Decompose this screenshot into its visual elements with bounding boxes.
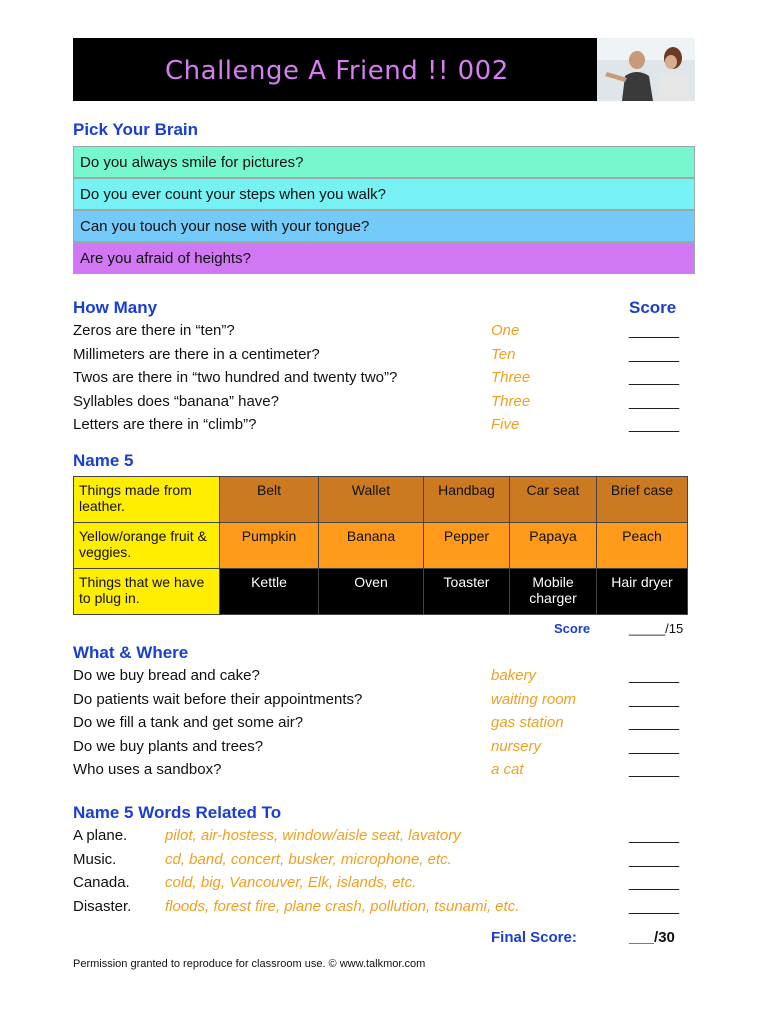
question-row <box>73 714 695 738</box>
item-cell: Handbag <box>424 477 510 523</box>
score-blank: ______ <box>629 369 680 386</box>
score-blank: ______ <box>629 850 680 868</box>
words-heading: Name 5 Words Related To <box>73 803 282 822</box>
question-text: Do we fill a tank and get some air? <box>73 714 304 731</box>
pick-heading: Pick Your Brain <box>73 120 199 139</box>
score-blank: ______ <box>629 874 680 891</box>
category-cell: Yellow/orange fruit & veggies. <box>74 523 220 569</box>
item-cell: Pumpkin <box>220 523 319 569</box>
answer-text: floods, forest fire, plane crash, pollution, tsunami, etc. <box>165 897 520 915</box>
pick-question: Can you touch your nose with your tongue? <box>73 210 695 242</box>
score-blank: ______ <box>629 667 680 684</box>
question-text: Do we buy plants and trees? <box>73 737 264 755</box>
score-blank: ______ <box>629 714 680 731</box>
table-row <box>74 569 688 615</box>
question-row <box>73 738 695 762</box>
answer-text: Ten <box>491 345 516 363</box>
item-cell: Oven <box>319 569 424 615</box>
item-cell: Banana <box>319 523 424 569</box>
item-cell: Mobile charger <box>510 569 597 615</box>
question-row <box>73 322 695 346</box>
score-blank: ______ <box>629 737 680 755</box>
final-score-blank: ___/30 <box>629 929 675 946</box>
words-row <box>73 827 695 851</box>
answer-text: Three <box>491 369 531 386</box>
question-row <box>73 667 695 691</box>
footer-note: Permission granted to reproduce for classroom use. © www.talkmor.com <box>73 958 426 970</box>
answer-text: waiting room <box>491 690 577 708</box>
words-row <box>73 851 695 875</box>
table-row <box>74 477 688 523</box>
question-row <box>73 416 695 440</box>
item-cell: Kettle <box>220 569 319 615</box>
answer-text: pilot, air-hostess, window/aisle seat, lavatory <box>165 827 461 844</box>
words-row <box>73 874 695 898</box>
what-where-heading: What & Where <box>73 643 189 662</box>
teacher-students-illustration <box>597 38 695 101</box>
page-title: Challenge A Friend !! 002 <box>165 56 509 86</box>
classroom-photo <box>597 38 695 101</box>
question-row <box>73 691 695 715</box>
question-text: Letters are there in “climb”? <box>73 416 257 433</box>
topic-text: Canada. <box>73 874 130 891</box>
question-text: Zeros are there in “ten”? <box>73 322 235 339</box>
question-text: Syllables does “banana” have? <box>73 392 279 410</box>
pick-question-list <box>73 146 695 274</box>
pick-question: Are you afraid of heights? <box>73 242 695 274</box>
how-many-heading: How Many <box>73 298 158 317</box>
question-text: Who uses a sandbox? <box>73 761 222 778</box>
item-cell: Car seat <box>510 477 597 523</box>
question-row <box>73 393 695 417</box>
words-list <box>73 827 695 921</box>
question-text: Millimeters are there in a centimeter? <box>73 345 320 363</box>
answer-text: a cat <box>491 761 524 778</box>
item-cell: Peach <box>597 523 688 569</box>
question-text: Do patients wait before their appointments? <box>73 690 363 708</box>
score-blank: ______ <box>629 827 680 844</box>
answer-text: gas station <box>491 714 564 731</box>
score-heading: Score <box>629 298 677 317</box>
score-blank: ______ <box>629 897 680 915</box>
pick-question: Do you ever count your steps when you walk? <box>73 178 695 210</box>
pick-question: Do you always smile for pictures? <box>73 146 695 178</box>
answer-text: bakery <box>491 667 537 684</box>
topic-text: Music. <box>73 850 117 868</box>
table-row <box>74 523 688 569</box>
what-where-list <box>73 667 695 785</box>
name5-heading: Name 5 <box>73 451 134 470</box>
item-cell: Papaya <box>510 523 597 569</box>
score-blank: ______ <box>629 761 680 778</box>
item-cell: Toaster <box>424 569 510 615</box>
score-blank: ______ <box>629 416 680 433</box>
name5-score-blank: _____/15 <box>629 621 684 636</box>
question-row <box>73 369 695 393</box>
answer-text: Three <box>491 392 531 410</box>
final-score-label: Final Score: <box>491 929 577 946</box>
item-cell: Brief case <box>597 477 688 523</box>
header-banner <box>73 38 695 101</box>
item-cell: Wallet <box>319 477 424 523</box>
score-blank: ______ <box>629 345 680 363</box>
category-cell: Things that we have to plug in. <box>74 569 220 615</box>
item-cell: Belt <box>220 477 319 523</box>
answer-text: cd, band, concert, busker, microphone, etc. <box>165 850 452 868</box>
question-text: Twos are there in “two hundred and twenty two”? <box>73 369 398 386</box>
answer-text: nursery <box>491 737 542 755</box>
how-many-list <box>73 322 695 440</box>
score-blank: ______ <box>629 690 680 708</box>
topic-text: Disaster. <box>73 897 132 915</box>
category-cell: Things made from leather. <box>74 477 220 523</box>
question-row <box>73 761 695 785</box>
topic-text: A plane. <box>73 827 128 844</box>
item-cell: Hair dryer <box>597 569 688 615</box>
words-row <box>73 898 695 922</box>
name5-score-label: Score <box>554 621 591 636</box>
score-blank: ______ <box>629 322 680 339</box>
answer-text: One <box>491 322 520 339</box>
answer-text: Five <box>491 416 520 433</box>
score-blank: ______ <box>629 392 680 410</box>
question-text: Do we buy bread and cake? <box>73 667 260 684</box>
question-row <box>73 346 695 370</box>
item-cell: Pepper <box>424 523 510 569</box>
name5-table <box>73 476 688 615</box>
answer-text: cold, big, Vancouver, Elk, islands, etc. <box>165 874 417 891</box>
